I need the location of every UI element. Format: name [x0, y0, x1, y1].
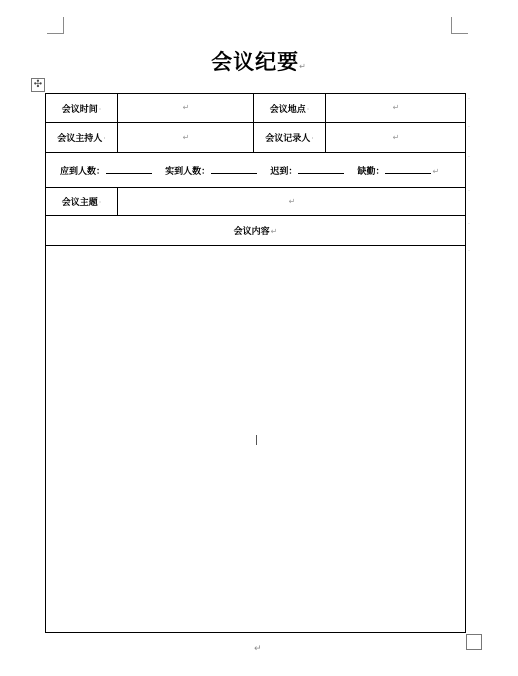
table-row	[46, 216, 466, 246]
crop-mark-top-right	[451, 17, 468, 34]
row-end-mark-icon: ·	[468, 221, 470, 228]
document-title[interactable]	[0, 46, 518, 76]
expected-count-blank[interactable]	[106, 165, 152, 174]
title-text: 会议纪要	[211, 50, 300, 74]
meeting-time-label-cell[interactable]: 会议时间·	[46, 94, 118, 123]
meeting-place-input-cell[interactable]	[326, 94, 466, 123]
paragraph-mark-icon: ↵	[299, 62, 307, 71]
crop-mark-top-left	[47, 17, 64, 34]
recorder-input-cell[interactable]	[326, 123, 466, 153]
table-resize-handle-icon[interactable]	[466, 634, 482, 650]
paragraph-mark-icon: ↵	[432, 166, 440, 176]
meeting-place-label-cell[interactable]: 会议地点·	[254, 94, 326, 123]
actual-count-blank[interactable]	[211, 165, 257, 174]
row-end-mark-icon: ·	[468, 124, 470, 131]
meeting-time-input-cell[interactable]	[118, 94, 254, 123]
paragraph-mark-icon: ↵	[392, 103, 400, 112]
table-row	[46, 123, 466, 153]
table-row	[46, 188, 466, 216]
table-row	[46, 94, 466, 123]
paragraph-mark-icon: ↵	[288, 196, 296, 206]
paragraph-mark-icon: ↵	[182, 103, 190, 112]
row-end-mark-icon: ·	[468, 248, 470, 255]
attendance-cell[interactable]	[46, 153, 466, 188]
paragraph-mark-icon: ↵	[182, 132, 190, 142]
late-count-field[interactable]: 迟到：	[270, 164, 344, 177]
paragraph-mark-icon: ↵	[392, 132, 400, 142]
content-header-cell[interactable]: 会议内容↵	[46, 216, 466, 246]
actual-count-field[interactable]: 实到人数：	[165, 164, 257, 177]
cell-end-mark-icon: ·	[103, 134, 106, 143]
host-input-cell[interactable]	[118, 123, 254, 153]
cell-end-mark-icon: ·	[98, 198, 102, 207]
cell-end-mark-icon: ·	[306, 104, 310, 114]
recorder-label-cell[interactable]: 会议记录人·	[254, 123, 326, 153]
table-move-handle-icon[interactable]: ✣	[31, 78, 45, 92]
meeting-minutes-table	[45, 93, 466, 633]
topic-label-cell[interactable]: 会议主题·	[46, 188, 118, 216]
topic-input-cell[interactable]	[118, 188, 466, 216]
paragraph-mark-icon: ↵	[270, 227, 278, 236]
late-count-blank[interactable]	[298, 165, 344, 174]
cell-end-mark-icon: ·	[98, 104, 102, 114]
table-row	[46, 153, 466, 188]
text-cursor	[256, 435, 257, 445]
host-label-cell[interactable]: 会议主持人·	[46, 123, 118, 153]
cell-end-mark-icon: ·	[311, 134, 314, 143]
absent-count-blank[interactable]	[385, 165, 431, 174]
row-end-mark-icon: ·	[468, 188, 470, 195]
row-end-mark-icon: ·	[468, 96, 470, 103]
expected-count-field[interactable]: 应到人数：	[60, 164, 152, 177]
absent-count-field[interactable]: 缺勤： ↵	[357, 166, 440, 177]
row-end-mark-icon: ·	[468, 154, 470, 161]
paragraph-mark-icon: ↵	[254, 644, 262, 654]
